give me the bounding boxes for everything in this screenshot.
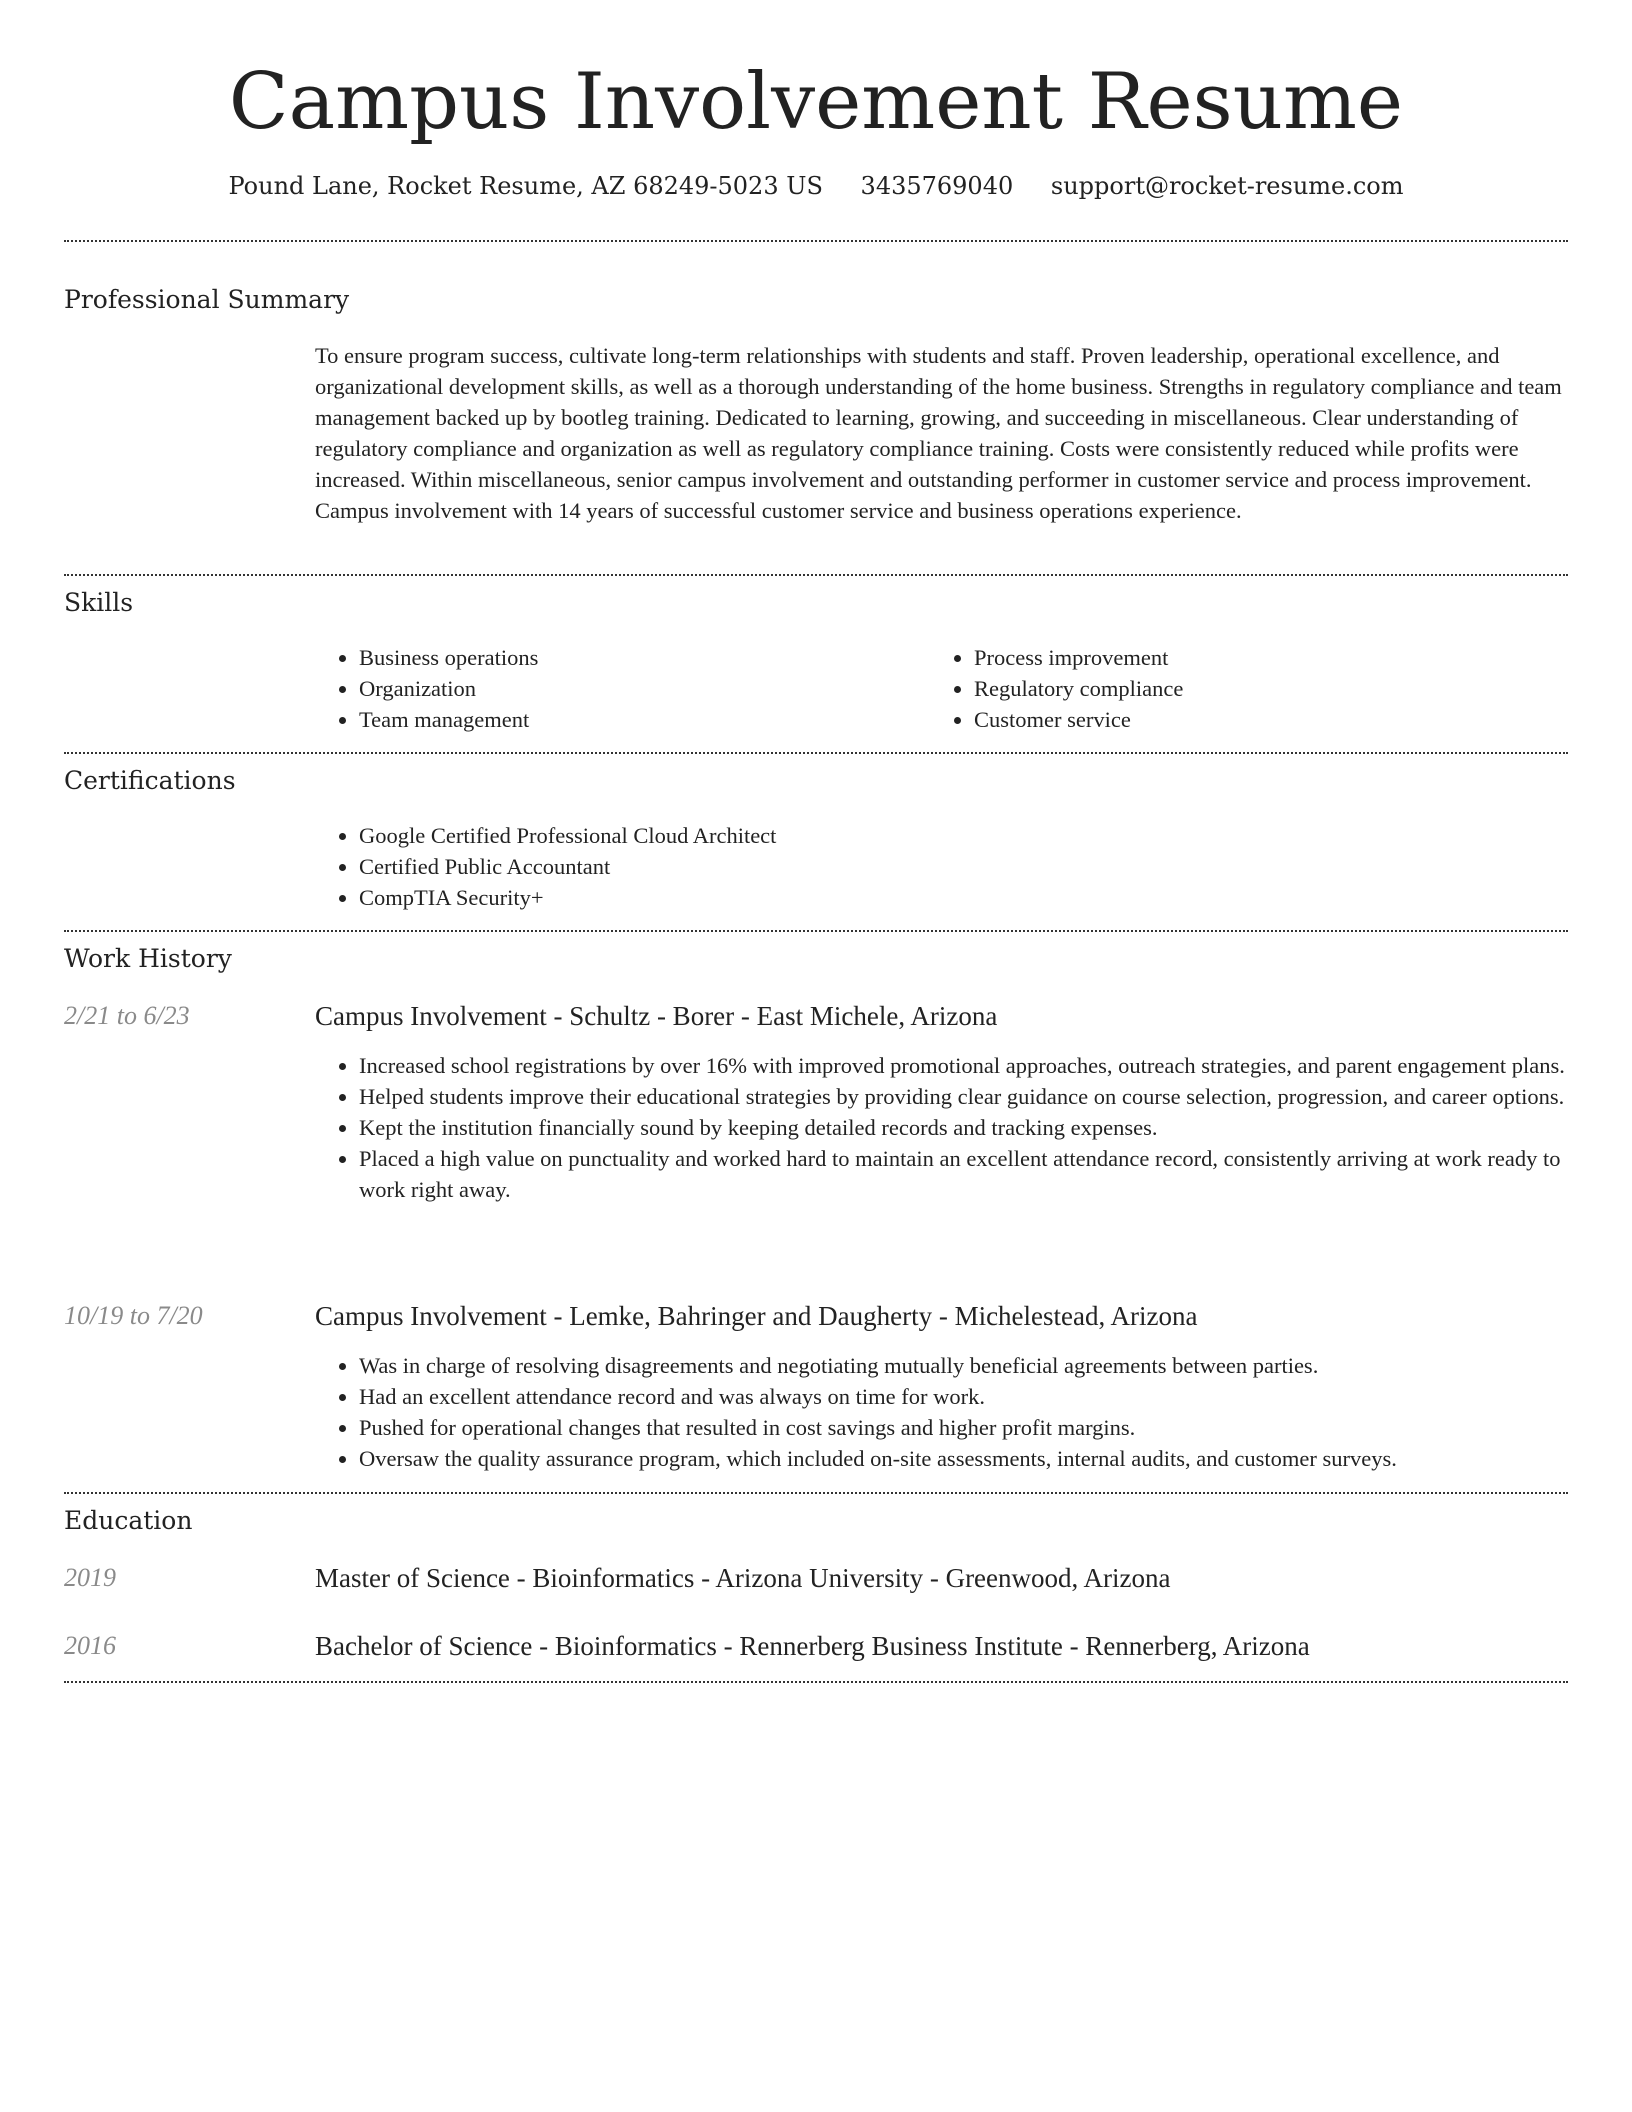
summary-body (315, 340, 1568, 526)
contact-address: Pound Lane, Rocket Resume, AZ 68249-5023 US (228, 172, 823, 200)
education-degree: Bachelor of Science - Bioinformatics - Rennerberg Business Institute - Rennerberg, Arizona (315, 1631, 1310, 1661)
section-heading-certifications: Certifications (64, 766, 236, 795)
section-heading-skills: Skills (64, 588, 134, 617)
certification-item: • Google Certified Professional Cloud Architect (359, 820, 1568, 851)
divider (64, 1492, 1568, 1494)
job-title: Campus Involvement - Schultz - Borer - East Michele, Arizona (315, 1001, 998, 1031)
contact-email[interactable]: support@rocket-resume.com (1050, 172, 1404, 200)
skill-item: • Team management (359, 704, 875, 735)
divider (64, 1681, 1568, 1683)
skill-item: • Business operations (359, 642, 875, 673)
section-heading-work-history: Work History (64, 944, 232, 973)
skill-item: • Customer service (974, 704, 1490, 735)
divider (64, 240, 1568, 242)
contact-phone: 3435769040 (860, 172, 1014, 200)
job-bullet: • Kept the institution financially sound by keeping detailed records and tracking expenses. (359, 1112, 1568, 1143)
divider (64, 574, 1568, 576)
job-dates: 2/21 to 6/23 (64, 1001, 190, 1030)
job-bullet: • Had an excellent attendance record and was always on time for work. (359, 1381, 1568, 1412)
skill-item: • Regulatory compliance (974, 673, 1490, 704)
job-bullet: • Pushed for operational changes that resulted in cost savings and higher profit margins. (359, 1412, 1568, 1443)
job-bullet: • Oversaw the quality assurance program, which included on-site assessments, internal audits, and customer surveys. (359, 1443, 1568, 1474)
job-bullets (315, 1050, 1568, 1205)
skill-item: • Organization (359, 673, 875, 704)
education-year: 2016 (64, 1631, 116, 1660)
skill-item: • Process improvement (974, 642, 1490, 673)
job-title: Campus Involvement - Lemke, Bahringer and Daugherty - Michelestead, Arizona (315, 1301, 1198, 1331)
section-heading-education: Education (64, 1506, 193, 1535)
certification-item: • CompTIA Security+ (359, 882, 1568, 913)
job-dates: 10/19 to 7/20 (64, 1301, 203, 1330)
summary-text: To ensure program success, cultivate long-term relationships with students and staff. Proven leadership, operational excellence, and organizational development skills, as well as a thorough understanding of the home business. Strengths in regulatory compliance and team management backed up by bootleg training. Dedicated to learning, growing, and succeeding in miscellaneous. Clear understanding of regulatory compliance and organization as well as regulatory compliance training. Costs were consistently reduced while profits were increased. Within miscellaneous, senior campus involvement and outstanding performer in customer service and process improvement. Campus involvement with 14 years of successful customer service and business operations experience. (315, 343, 1562, 523)
certification-item: • Certified Public Accountant (359, 851, 1568, 882)
skills-list-right (930, 642, 1490, 735)
section-heading-summary: Professional Summary (64, 285, 350, 314)
job-bullets (315, 1350, 1568, 1474)
job-bullet: • Was in charge of resolving disagreements and negotiating mutually beneficial agreements between parties. (359, 1350, 1568, 1381)
job-bullet: • Increased school registrations by over 16% with improved promotional approaches, outreach strategies, and parent engagement plans. (359, 1050, 1568, 1081)
contact-line (64, 170, 1568, 202)
job-bullet: • Helped students improve their educational strategies by providing clear guidance on course selection, progression, and career options. (359, 1081, 1568, 1112)
education-degree: Master of Science - Bioinformatics - Arizona University - Greenwood, Arizona (315, 1563, 1171, 1593)
certifications-body (315, 820, 1568, 913)
resume-title: Campus Involvement Resume (228, 57, 1404, 147)
job-bullet: • Placed a high value on punctuality and worked hard to maintain an excellent attendance record, consistently arriving at work ready to work right away. (359, 1143, 1568, 1205)
education-year: 2019 (64, 1563, 116, 1592)
divider (64, 930, 1568, 932)
skills-list-left (315, 642, 875, 735)
divider (64, 752, 1568, 754)
